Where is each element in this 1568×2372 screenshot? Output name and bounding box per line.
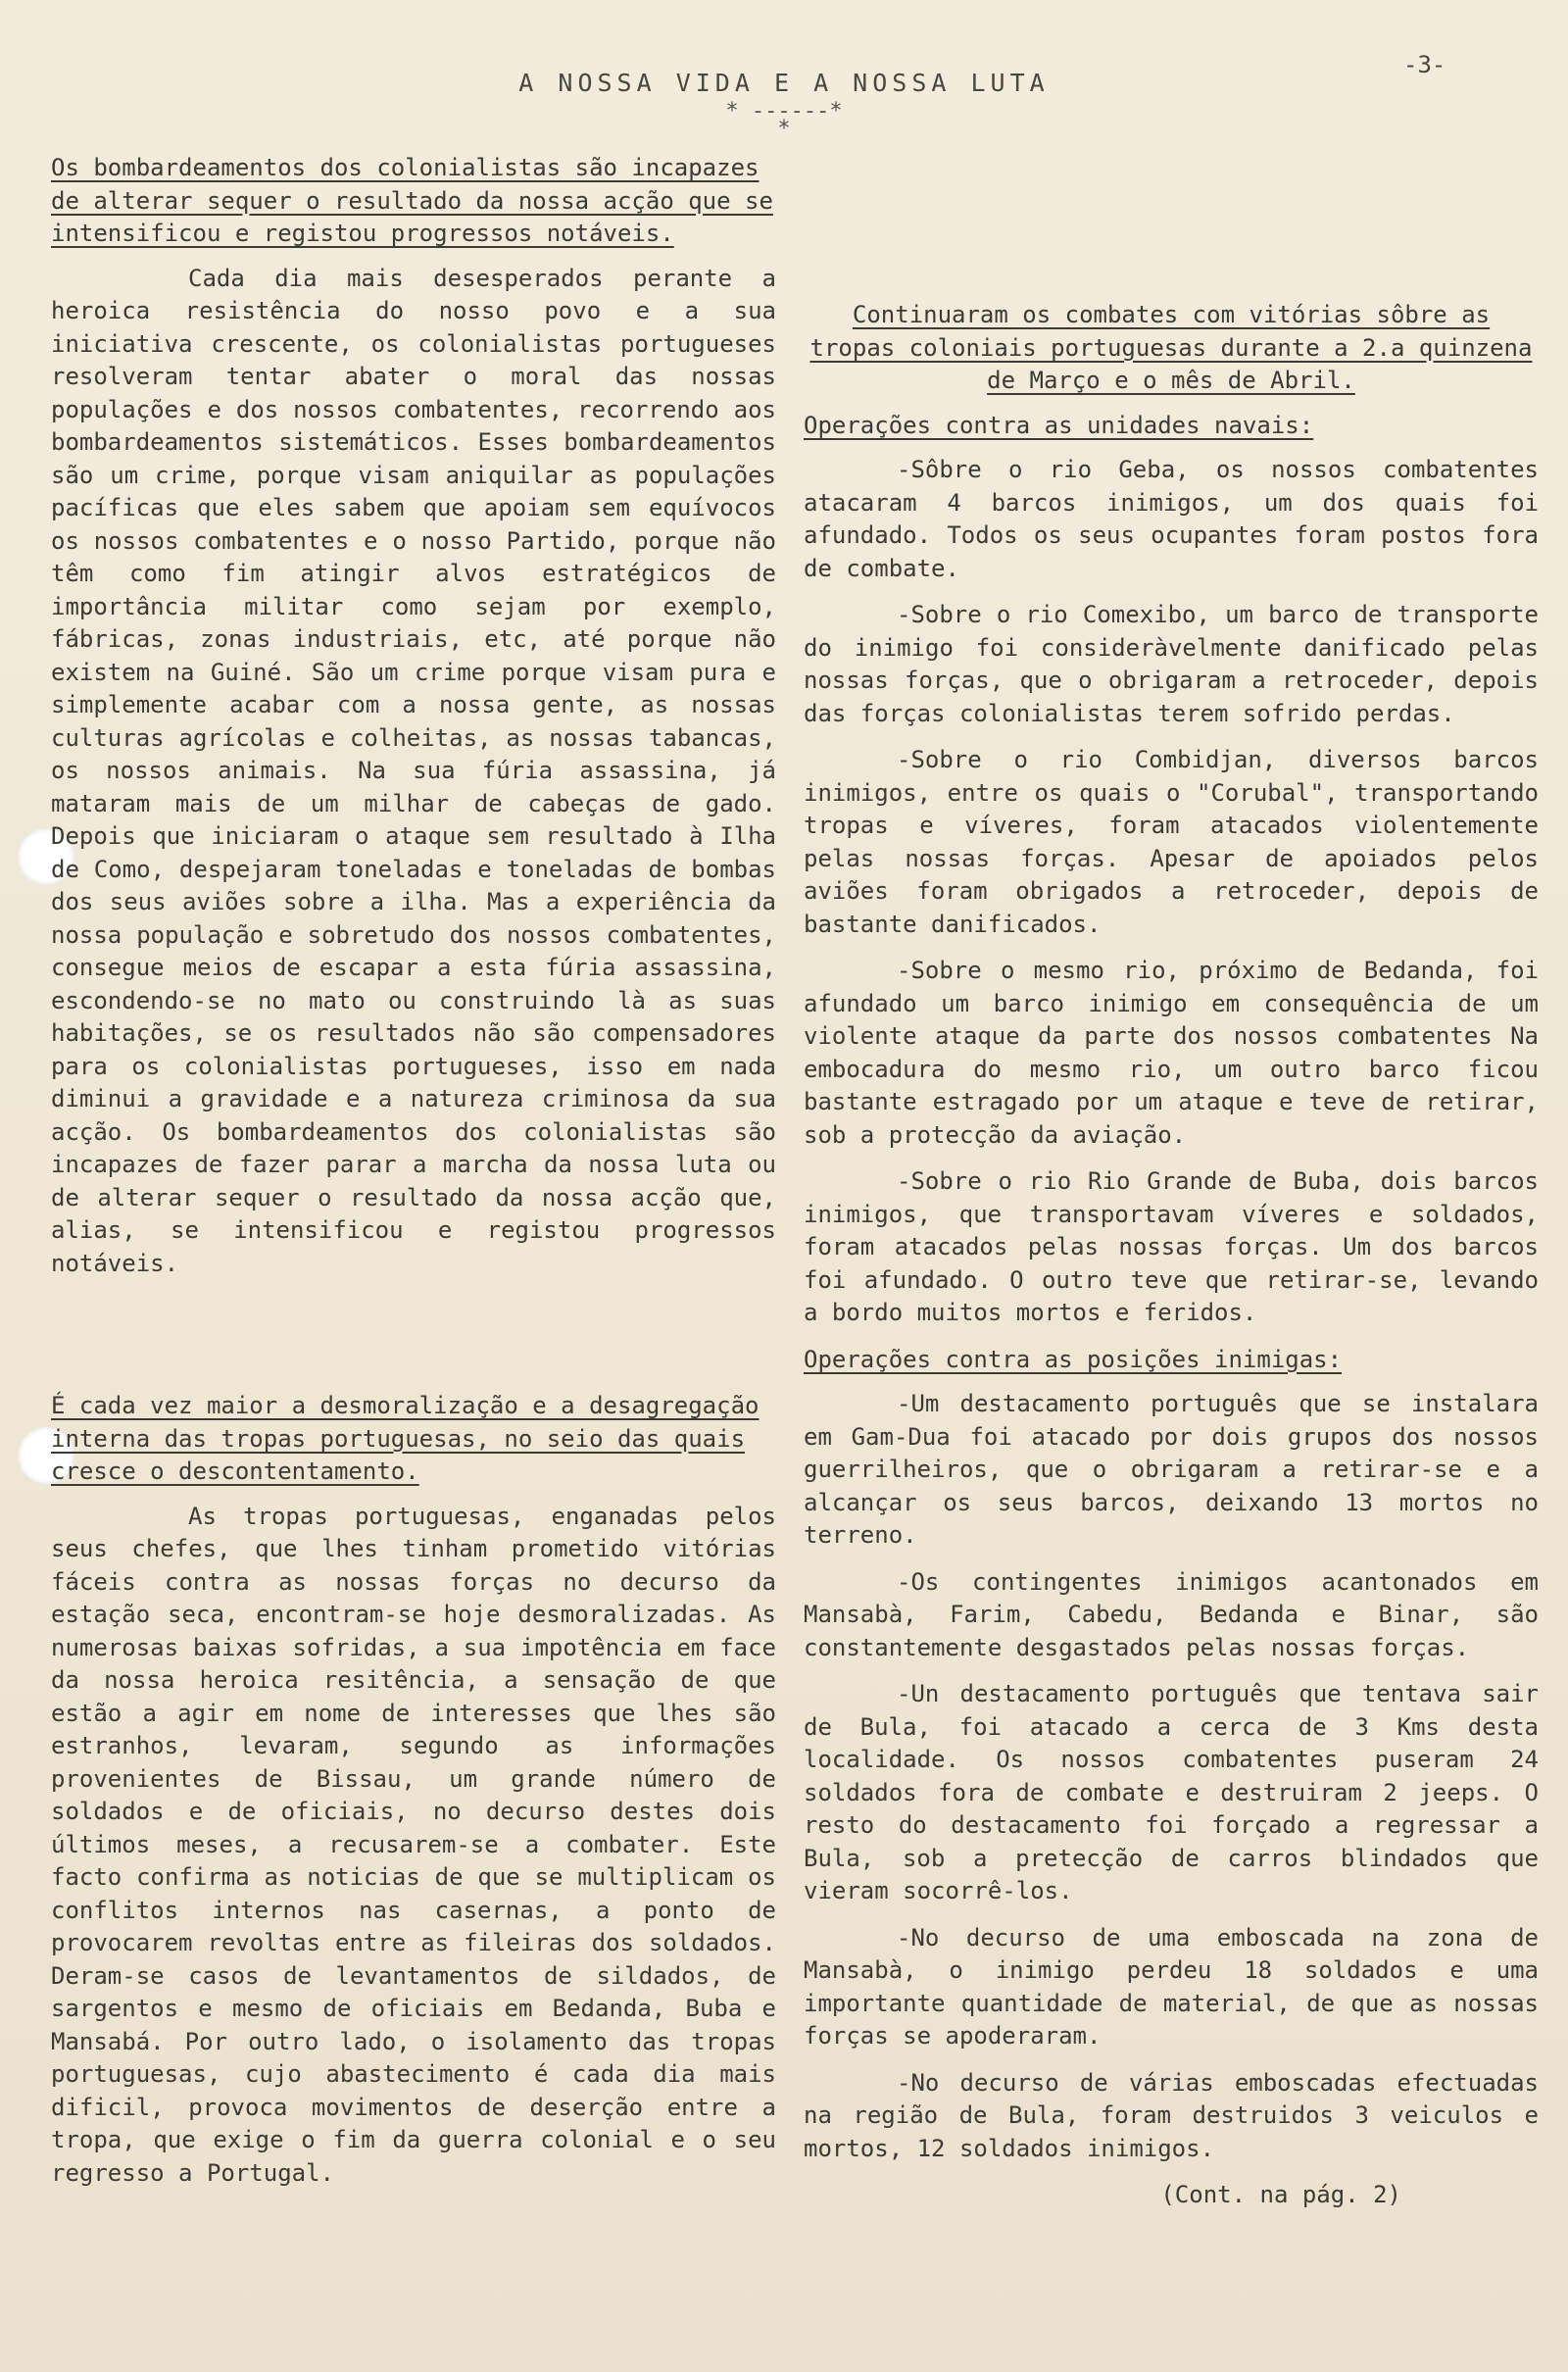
list-item-naval: -Sobre o mesmo rio, próximo de Bedanda, foi afundado um barco inimigo em consequência de um violente ataque da parte dos nossos combatentes Na embocadura do mesmo rio, um outro barco ficou bastante estragado por um ataque e teve de retirar, sob a protecção da aviação.	[804, 957, 1539, 1149]
section-heading-bombardments: Os bombardeamentos dos colonialistas são incapazes de alterar sequer o resultado da nossa acção que se intensificou e registou progressos notáveis.	[51, 154, 773, 247]
paragraph-bombardments: Cada dia mais desesperados perante a heroica resistência do nosso povo e a sua iniciativa crescente, os colonialistas portugueses resolveram tentar abater o moral das nossas populações e dos nossos combatentes, recorrendo aos bombardeamentos sistemáticos. Esses bombardeamentos são um crime, porque visam aniquilar as populações pacíficas que eles sabem que apoiam sem equívocos os nossos combatentes e o nosso Partido, porque não têm como fim atingir alvos estratégicos de importância militar como sejam por exemplo, fábricas, zonas industriais, etc, até porque não existem na Guiné. São um crime porque visam pura e simplemente acabar com a nossa gente, as nossas culturas agrícolas e colheitas, as nossas tabancas, os nossos animais. Na sua fúria assassina, já mataram mais de um milhar de cabeças de gado. Depois que iniciaram o ataque sem resultado à Ilha de Como, despejaram toneladas e toneladas de bombas dos seus aviões sobre a ilha. Mas a experiência da nossa população e sobretudo dos nossos combatentes, consegue meios de escapar a esta fúria assassina, escondendo-se no mato ou construindo là as suas habitações, se os resultados não são compensadores para os colonialistas portugueses, isso em nada diminui a gravidade e a natureza criminosa da sua acção. Os bombardeamentos dos colonialistas são incapazes de fazer parar a marcha da nossa luta ou de alterar sequer o resultado da nossa acção que, alias, se intensificou e registou progressos notáveis.	[51, 264, 776, 1277]
list-item-positions: -Un destacamento português que tentava sair de Bula, foi atacado a cerca de 3 Kms desta localidade. Os nossos combatentes puseram 24 soldados fora de combate e destruiram 2 jeeps. O resto do destacamento foi forçado a regressar a Bula, sob a pretecção de carros blindados que vieram socorrê-los.	[804, 1680, 1539, 1904]
masthead-decoration: * ------* *	[725, 99, 843, 141]
subheading-naval: Operações contra as unidades navais:	[804, 411, 1314, 439]
subheading-positions: Operações contra as posições inimigas:	[804, 1345, 1343, 1373]
list-item-naval: -Sobre o rio Comexibo, um barco de transporte do inimigo foi consideràvelmente danificado pelas nossas forças, que o obrigaram a retroceder, depois das forças colonialistas terem sofrido perdas.	[804, 601, 1539, 727]
paragraph-demoralization: As tropas portuguesas, enganadas pelos seus chefes, que lhes tinham prometido vitórias fáceis contra as nossas forças no decurso da estação seca, encontram-se hoje desmoralizadas. As numerosas baixas sofridas, a sua impotência em face da nossa heroica resitência, a sensação de que estão a agir em nome de interesses que lhes são estranhos, levaram, segundo as informações provenientes de Bissau, um grande número de soldados e de oficiais, no decurso destes dois últimos meses, a recusarem-se a combater. Este facto confirma as noticias de que se multiplicam os conflitos internos nas casernas, a ponto de provocarem revoltas entre as fileiras dos soldados. Deram-se casos de levantamentos de sildados, de sargentos e mesmo de oficiais em Bedanda, Buba e Mansabá. Por outro lado, o isolamento das tropas portuguesas, cujo abastecimento é cada dia mais dificil, provoca movimentos de deserção entre a tropa, que exige o fim da guerra colonial e o seu regresso a Portugal.	[51, 1502, 776, 2187]
list-item-positions: -No decurso de várias emboscadas efectuadas na região de Bula, foram destruidos 3 veiculos e mortos, 12 soldados inimigos.	[804, 2068, 1539, 2162]
section-bombardments	[51, 152, 776, 1296]
list-item-positions: -Um destacamento português que se instalara em Gam-Dua foi atacado por dois grupos dos nossos guerrilheiros, que o obrigaram a retirar-se e a alcançar os seus barcos, deixando 13 mortos no terreno.	[804, 1390, 1539, 1549]
section-heading-combats: Continuaram os combates com vitórias sôbre as tropas coloniais portuguesas durante a 2.a quinzena de Março e o mês de Abril.	[809, 301, 1533, 394]
page-number: -3-	[1403, 51, 1446, 78]
section-combats	[804, 299, 1539, 2212]
masthead-title: A NOSSA VIDA E A NOSSA LUTA	[518, 69, 1050, 97]
section-demoralization	[51, 1390, 776, 2205]
section-heading-demoralization: É cada vez maior a desmoralização e a desagregação interna das tropas portuguesas, no seio das quais cresce o descontentamento.	[51, 1392, 760, 1485]
list-item-naval: -Sôbre o rio Geba, os nossos combatentes atacaram 4 barcos inimigos, um dos quais foi afundado. Todos os seus ocupantes foram postos fora de combate.	[804, 456, 1539, 582]
list-item-positions: -Os contingentes inimigos acantonados em Mansabà, Farim, Cabedu, Bedanda e Binar, são constantemente desgastados pelas nossas forças.	[804, 1567, 1539, 1661]
list-item-naval: -Sobre o rio Combidjan, diversos barcos inimigos, entre os quais o "Corubal", transportando tropas e víveres, foram atacados violentemente pelas nossas forças. Apesar de apoiados pelos aviões foram obrigados a retroceder, depois de bastante danificados.	[804, 746, 1539, 938]
list-item-positions: -No decurso de uma emboscada na zona de Mansabà, o inimigo perdeu 18 soldados e uma importante quantidade de material, de que as nossas forças se apoderaram.	[804, 1923, 1539, 2050]
list-item-naval: -Sobre o rio Rio Grande de Buba, dois barcos inimigos, que transportavam víveres e soldados, foram atacados pelas nossas forças. Um dos barcos foi afundado. O outro teve que retirar-se, levando a bordo muitos mortos e feridos.	[804, 1167, 1539, 1326]
continuation-note: (Cont. na pág. 2)	[1160, 2181, 1401, 2208]
